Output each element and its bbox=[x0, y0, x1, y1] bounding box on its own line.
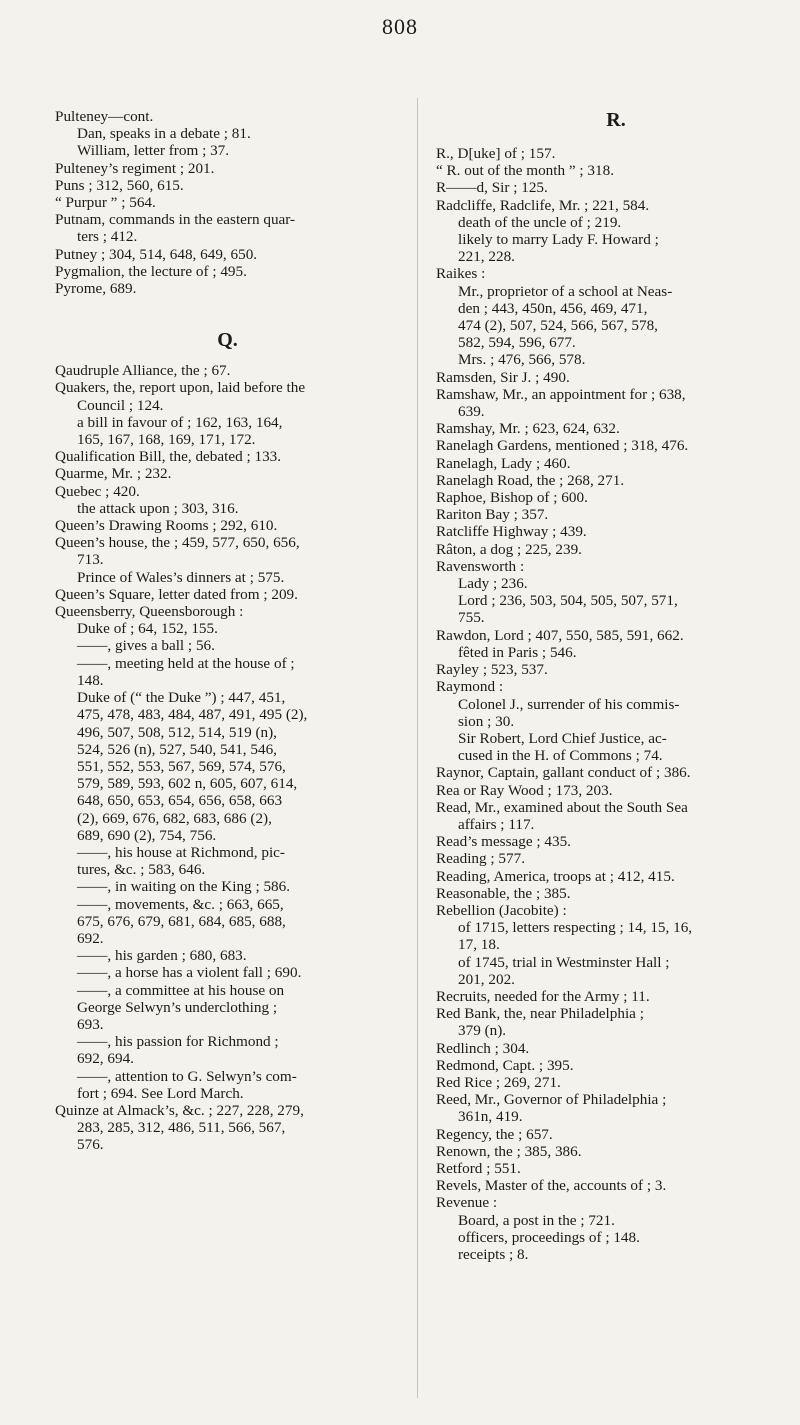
index-entry-line: Râton, a dog ; 225, 239. bbox=[436, 540, 582, 558]
index-entry-line: 148. bbox=[77, 671, 104, 689]
index-entry-line: Read’s message ; 435. bbox=[436, 833, 571, 851]
section-letter-r: R. bbox=[606, 109, 626, 131]
index-entry-line: R., D[uke] of ; 157. bbox=[436, 145, 556, 162]
index-entry-line: Revenue : bbox=[436, 1194, 498, 1212]
entries-q bbox=[55, 362, 400, 1153]
index-entry-line: den ; 443, 450n, 456, 469, 471, bbox=[458, 299, 648, 317]
index-entry-line: Raymond : bbox=[436, 678, 504, 696]
index-column-right bbox=[436, 108, 796, 1263]
index-entry-line: Redmond, Capt. ; 395. bbox=[436, 1056, 574, 1074]
index-entry-line: “ R. out of the month ” ; 318. bbox=[436, 162, 615, 180]
index-entry-line: Pulteney—cont. bbox=[55, 108, 154, 125]
index-entry-line: 692, 694. bbox=[77, 1050, 134, 1068]
index-entry-line: of 1745, trial in Westminster Hall ; bbox=[458, 953, 670, 971]
index-entry-line: Rawdon, Lord ; 407, 550, 585, 591, 662. bbox=[436, 626, 684, 644]
index-entry-line: 675, 676, 679, 681, 684, 685, 688, bbox=[77, 912, 286, 930]
index-entry-line: 579, 589, 593, 602 n, 605, 607, 614, bbox=[77, 775, 298, 793]
column-divider bbox=[417, 98, 418, 1398]
index-entry-line: Lady ; 236. bbox=[458, 575, 528, 593]
index-entry-line: Retford ; 551. bbox=[436, 1159, 521, 1177]
index-entry-line: 693. bbox=[77, 1015, 104, 1033]
index-entry-line: Duke of (“ the Duke ”) ; 447, 451, bbox=[77, 689, 286, 707]
index-entry-line: death of the uncle of ; 219. bbox=[458, 213, 622, 231]
index-entry-line: Pyrome, 689. bbox=[55, 280, 137, 298]
index-entry-line: “ Purpur ” ; 564. bbox=[55, 194, 156, 212]
index-entry-line: 17, 18. bbox=[458, 936, 500, 954]
index-entry-line: Duke of ; 64, 152, 155. bbox=[77, 620, 218, 638]
index-entry-line: Ramshaw, Mr., an appointment for ; 638, bbox=[436, 385, 686, 403]
index-entry-line: 713. bbox=[77, 551, 104, 569]
index-entry-line: 582, 594, 596, 677. bbox=[458, 334, 576, 352]
index-entry-line: tures, &c. ; 583, 646. bbox=[77, 861, 206, 879]
index-entry-line: Qualification Bill, the, debated ; 133. bbox=[55, 448, 282, 466]
index-entry-line: Reading ; 577. bbox=[436, 850, 526, 868]
index-entry-line: Ravensworth : bbox=[436, 557, 525, 575]
index-entry-line: fort ; 694. See Lord March. bbox=[77, 1084, 244, 1102]
index-entry-line: Qaudruple Alliance, the ; 67. bbox=[55, 362, 231, 380]
index-entry-line: a bill in favour of ; 162, 163, 164, bbox=[77, 413, 283, 431]
index-entry-line: Reed, Mr., Governor of Philadelphia ; bbox=[436, 1091, 667, 1109]
index-entry-line: Ramshay, Mr. ; 623, 624, 632. bbox=[436, 420, 620, 438]
index-entry-line: ——, in waiting on the King ; 586. bbox=[77, 878, 291, 896]
index-entry-line: 524, 526 (n), 527, 540, 541, 546, bbox=[77, 740, 277, 758]
index-entry-line: 475, 478, 483, 484, 487, 491, 495 (2), bbox=[77, 706, 308, 724]
index-entry-line: Ranelagh, Lady ; 460. bbox=[436, 454, 571, 472]
index-entry-line: cused in the H. of Commons ; 74. bbox=[458, 747, 663, 765]
index-entry-line: Read, Mr., examined about the South Sea bbox=[436, 798, 688, 816]
index-entry-line: Raynor, Captain, gallant conduct of ; 386. bbox=[436, 764, 691, 782]
index-entry-line: affairs ; 117. bbox=[458, 815, 535, 833]
index-entry-line: Quinze at Almack’s, &c. ; 227, 228, 279, bbox=[55, 1101, 304, 1119]
index-entry-line: Raphoe, Bishop of ; 600. bbox=[436, 489, 588, 507]
index-entry-line: 165, 167, 168, 169, 171, 172. bbox=[77, 431, 256, 449]
index-entry-line: Sir Robert, Lord Chief Justice, ac- bbox=[458, 729, 667, 747]
index-entry-line: R——d, Sir ; 125. bbox=[436, 179, 548, 197]
index-entry-line: (2), 669, 676, 682, 683, 686 (2), bbox=[77, 809, 272, 827]
index-entry-line: 361n, 419. bbox=[458, 1108, 523, 1126]
index-entry-line: ——, attention to G. Selwyn’s com- bbox=[77, 1067, 297, 1085]
index-entry-line: 576. bbox=[77, 1136, 104, 1154]
index-entry-line: receipts ; 8. bbox=[458, 1246, 529, 1263]
index-entry-line: 755. bbox=[458, 609, 485, 627]
entries-p-continued bbox=[55, 108, 400, 297]
index-entry-line: Quakers, the, report upon, laid before the bbox=[55, 379, 306, 397]
index-entry-line: ——, his garden ; 680, 683. bbox=[77, 947, 247, 965]
index-entry-line: Putney ; 304, 514, 648, 649, 650. bbox=[55, 245, 258, 263]
index-entry-line: Rea or Ray Wood ; 173, 203. bbox=[436, 781, 613, 799]
index-entry-line: ——, a committee at his house on bbox=[77, 981, 285, 999]
index-entry-line: Pulteney’s regiment ; 201. bbox=[55, 159, 215, 177]
index-entry-line: Ranelagh Gardens, mentioned ; 318, 476. bbox=[436, 437, 689, 455]
index-entry-line: Pygmalion, the lecture of ; 495. bbox=[55, 262, 247, 280]
index-entry-line: ——, meeting held at the house of ; bbox=[77, 654, 295, 672]
index-entry-line: 648, 650, 653, 654, 656, 658, 663 bbox=[77, 792, 283, 810]
index-column-left bbox=[55, 108, 400, 1154]
index-entry-line: Rariton Bay ; 357. bbox=[436, 506, 549, 524]
index-entry-line: 689, 690 (2), 754, 756. bbox=[77, 826, 217, 844]
index-entry-line: Renown, the ; 385, 386. bbox=[436, 1142, 582, 1160]
index-entry-line: Raikes : bbox=[436, 265, 486, 283]
index-entry-line: ters ; 412. bbox=[77, 228, 138, 246]
section-letter-q: Q. bbox=[217, 329, 238, 352]
entries-r bbox=[436, 145, 796, 1263]
index-entry-line: Quebec ; 420. bbox=[55, 482, 140, 500]
index-entry-line: fêted in Paris ; 546. bbox=[458, 643, 577, 661]
index-entry-line: 474 (2), 507, 524, 566, 567, 578, bbox=[458, 317, 658, 335]
index-entry-line: Ranelagh Road, the ; 268, 271. bbox=[436, 471, 625, 489]
index-entry-line: Puns ; 312, 560, 615. bbox=[55, 176, 184, 194]
index-entry-line: Queensberry, Queensborough : bbox=[55, 603, 244, 621]
index-entry-line: Ratcliffe Highway ; 439. bbox=[436, 523, 587, 541]
index-entry-line: 379 (n). bbox=[458, 1022, 507, 1040]
index-entry-line: Lord ; 236, 503, 504, 505, 507, 571, bbox=[458, 592, 678, 610]
index-entry-line: ——, movements, &c. ; 663, 665, bbox=[77, 895, 284, 913]
index-entry-line: Red Rice ; 269, 271. bbox=[436, 1073, 561, 1091]
index-entry-line: 221, 228. bbox=[458, 248, 515, 266]
index-entry-line: Board, a post in the ; 721. bbox=[458, 1211, 615, 1229]
index-entry-line: officers, proceedings of ; 148. bbox=[458, 1228, 640, 1246]
index-entry-line: ——, gives a ball ; 56. bbox=[77, 637, 215, 655]
index-entry-line: Revels, Master of the, accounts of ; 3. bbox=[436, 1177, 667, 1195]
index-entry-line: 283, 285, 312, 486, 511, 566, 567, bbox=[77, 1119, 286, 1137]
index-entry-line: 201, 202. bbox=[458, 970, 515, 988]
index-entry-line: of 1715, letters respecting ; 14, 15, 16, bbox=[458, 919, 693, 937]
index-entry-line: ——, his passion for Richmond ; bbox=[77, 1033, 279, 1051]
index-entry-line: William, letter from ; 37. bbox=[77, 142, 230, 160]
index-entry-line: Rayley ; 523, 537. bbox=[436, 661, 548, 679]
index-entry-line: Rebellion (Jacobite) : bbox=[436, 901, 567, 919]
index-entry-line: Dan, speaks in a debate ; 81. bbox=[77, 125, 251, 143]
page-number: 808 bbox=[382, 14, 418, 39]
index-entry-line: 639. bbox=[458, 403, 485, 421]
index-entry-line: Colonel J., surrender of his commis- bbox=[458, 695, 680, 713]
index-entry-line: Queen’s Drawing Rooms ; 292, 610. bbox=[55, 517, 278, 535]
index-entry-line: 496, 507, 508, 512, 514, 519 (n), bbox=[77, 723, 277, 741]
index-entry-line: ——, a horse has a violent fall ; 690. bbox=[77, 964, 302, 982]
index-entry-line: George Selwyn’s underclothing ; bbox=[77, 998, 278, 1016]
index-entry-line: Quarme, Mr. ; 232. bbox=[55, 465, 172, 483]
index-entry-line: Red Bank, the, near Philadelphia ; bbox=[436, 1005, 644, 1023]
index-entry-line: Mr., proprietor of a school at Neas- bbox=[458, 282, 673, 300]
index-entry-line: Queen’s house, the ; 459, 577, 650, 656, bbox=[55, 534, 300, 552]
index-entry-line: Council ; 124. bbox=[77, 396, 164, 414]
index-entry-line: Radcliffe, Radclife, Mr. ; 221, 584. bbox=[436, 196, 650, 214]
index-entry-line: Redlinch ; 304. bbox=[436, 1039, 530, 1057]
index-entry-line: Recruits, needed for the Army ; 11. bbox=[436, 987, 650, 1005]
index-entry-line: Queen’s Square, letter dated from ; 209. bbox=[55, 585, 298, 603]
index-entry-line: likely to marry Lady F. Howard ; bbox=[458, 231, 659, 249]
index-entry-line: Mrs. ; 476, 566, 578. bbox=[458, 351, 586, 369]
index-entry-line: ——, his house at Richmond, pic- bbox=[77, 843, 285, 861]
index-entry-line: the attack upon ; 303, 316. bbox=[77, 499, 239, 517]
index-entry-line: Ramsden, Sir J. ; 490. bbox=[436, 368, 570, 386]
index-entry-line: Putnam, commands in the eastern quar- bbox=[55, 211, 296, 229]
index-entry-line: 692. bbox=[77, 929, 104, 947]
index-entry-line: sion ; 30. bbox=[458, 712, 515, 730]
index-entry-line: Regency, the ; 657. bbox=[436, 1125, 553, 1143]
index-entry-line: Reading, America, troops at ; 412, 415. bbox=[436, 867, 675, 885]
index-entry-line: Reasonable, the ; 385. bbox=[436, 884, 571, 902]
index-entry-line: 551, 552, 553, 567, 569, 574, 576, bbox=[77, 757, 286, 775]
index-entry-line: Prince of Wales’s dinners at ; 575. bbox=[77, 568, 285, 586]
